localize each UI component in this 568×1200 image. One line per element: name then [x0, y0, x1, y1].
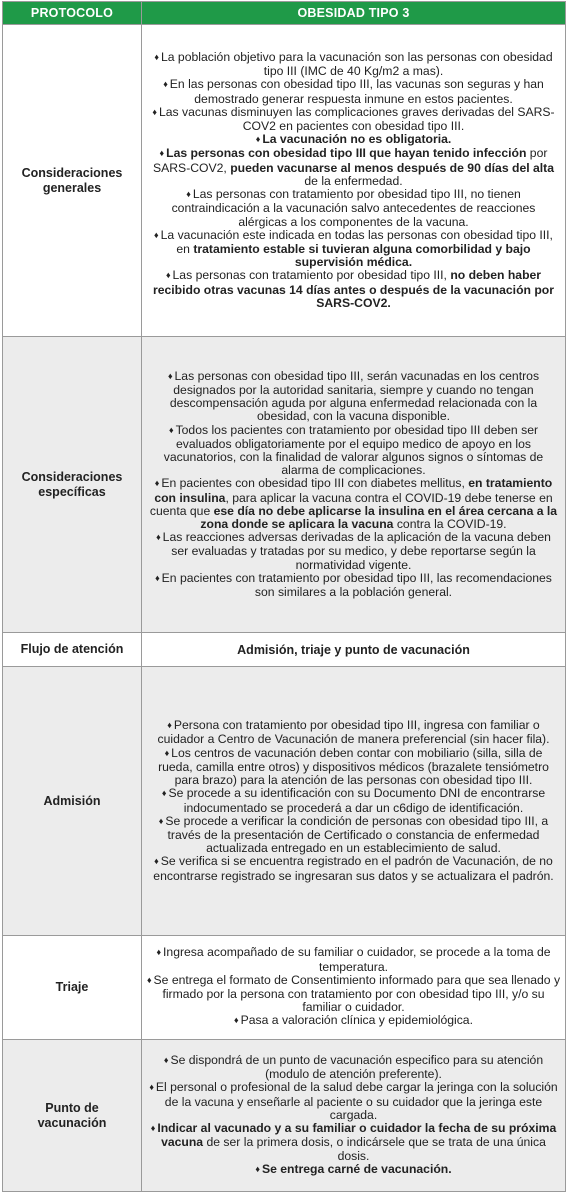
diamond-bullet-icon: ♦	[163, 1055, 169, 1066]
row-consideraciones-especificas	[3, 337, 566, 633]
bullet-paragraph	[146, 855, 561, 882]
bullet-paragraph	[146, 78, 561, 105]
text: Las vacunas disminuyen las complicaciones graves derivadas del SARS-COV2 en pacientes con obesidad tipo III.	[158, 104, 555, 134]
bullet-paragraph	[146, 147, 561, 188]
bold-text: pueden vacunarse al menos después de 90 días del alta	[230, 160, 554, 175]
diamond-bullet-icon: ♦	[234, 1015, 239, 1026]
bullet-paragraph	[146, 424, 561, 478]
bullet-paragraph	[146, 747, 561, 788]
diamond-bullet-icon: ♦	[164, 747, 170, 758]
text: Las personas con tratamiento por obesidad tipo III, no tienen contraindicación a la vacunación salvo antecedentes de reacciones alérgicas a los componentes de la vacuna.	[171, 187, 536, 229]
flujo-de-atencion-text: Admisión, triaje y punto de vacunación	[142, 633, 566, 667]
bullet-paragraph	[146, 531, 561, 572]
diamond-bullet-icon: ♦	[167, 370, 173, 381]
bullet-paragraph	[146, 370, 561, 424]
diamond-bullet-icon: ♦	[149, 1082, 154, 1093]
text: contra la COVID-19.	[393, 517, 507, 531]
bullet-paragraph	[146, 946, 561, 973]
text: Los centros de vacunación deben contar con mobiliario (silla, silla de rueda, camilla entre otros) y dispositivos médicos (brazalete tensiómetro para brazo) para la atención de las personas con obesidad tipo III.	[158, 745, 549, 788]
bullet-paragraph	[146, 188, 561, 229]
text: La población objetivo para la vacunación son las personas con obesidad tipo III (IMC de 40 Kg/m2 a mas).	[160, 50, 553, 79]
row-label	[3, 1040, 142, 1192]
text: Las reacciones adversas derivadas de la aplicación de la vacuna deben ser evaluadas y tratadas por su medico, y debe reportarse según la normatividad vigente.	[162, 530, 551, 572]
row-label-text: Triaje	[55, 980, 89, 994]
bold-text: ese día no debe aplicarse la insulina en el área cercana a la zona donde se aplicara la vacuna	[200, 503, 558, 531]
diamond-bullet-icon: ♦	[161, 788, 167, 799]
diamond-bullet-icon: ♦	[163, 79, 168, 90]
diamond-bullet-icon: ♦	[156, 947, 162, 958]
bullet-paragraph	[146, 269, 561, 310]
bullet-paragraph	[146, 719, 561, 746]
row-content	[142, 667, 566, 936]
row-label-text: Flujo de atención	[20, 642, 124, 656]
protocol-table	[2, 1, 566, 1192]
bold-text: Las personas con obesidad tipo III que hayan tenido infección	[166, 146, 527, 161]
bullet-paragraph	[146, 1014, 561, 1028]
row-label	[3, 633, 142, 667]
diamond-bullet-icon: ♦	[168, 424, 174, 435]
bullet-paragraph	[146, 815, 561, 856]
bold-text: no deben haber recibido otras vacunas 14 días antes o después de la vacunación por SARS-COV2.	[153, 268, 554, 310]
row-label-text: Admisión	[43, 793, 101, 808]
row-flujo-de-atencion	[3, 633, 566, 667]
row-label	[3, 936, 142, 1040]
row-label	[3, 337, 142, 633]
diamond-bullet-icon: ♦	[154, 856, 159, 867]
text: Todos los pacientes con tratamiento por obesidad tipo III deben ser evaluados obligatoriamente por el equipo medico de apoyo en los vacunatorios, con la finalidad de valorar algunos signos o síntomas de alarma de complicaciones.	[163, 422, 544, 478]
text: Las personas con tratamiento por obesidad tipo III,	[172, 268, 451, 283]
bullet-paragraph	[146, 477, 561, 531]
row-triaje	[3, 936, 566, 1040]
bullet-paragraph	[146, 1054, 561, 1081]
row-label-text: Punto de vacunación	[37, 1100, 107, 1130]
text: Pasa a valoración clínica y epidemiológica.	[240, 1013, 473, 1028]
diamond-bullet-icon: ♦	[156, 532, 161, 543]
bullet-paragraph	[146, 787, 561, 814]
row-label	[3, 667, 142, 936]
text: Se dispondrá de un punto de vacunación especifico para su atención (modulo de atención preferente).	[170, 1053, 544, 1082]
diamond-bullet-icon: ♦	[150, 1123, 156, 1134]
bullet-paragraph	[146, 106, 561, 133]
diamond-bullet-icon: ♦	[167, 720, 172, 731]
text: En pacientes con obesidad tipo III con diabetes mellitus,	[161, 476, 469, 491]
bold-text: La vacunación no es obligatoria.	[262, 132, 452, 147]
text: Las personas con obesidad tipo III, serán vacunadas en los centros designados por la autoridad sanitaria, siempre y cuando no tengan descompensación aguda por alguna enfermedad relacionada con la obesidad, con la vacuna disponible.	[169, 368, 540, 424]
diamond-bullet-icon: ♦	[146, 974, 152, 985]
diamond-bullet-icon: ♦	[154, 52, 159, 63]
text: La vacunación este indicada en todas las personas con obesidad tipo III, en	[160, 227, 553, 256]
diamond-bullet-icon: ♦	[159, 148, 165, 159]
text: Se procede a su identificación con su Documento DNI de encontrarse indocumentado se procederá a dar un c6digo de identificación.	[168, 786, 546, 815]
header-row	[3, 2, 566, 25]
row-content	[142, 1040, 566, 1192]
row-consideraciones-generales	[3, 25, 566, 337]
text: Ingresa acompañado de su familiar o cuidador, se procede a la toma de temperatura.	[163, 945, 551, 974]
row-label-text: Consideraciones generales	[21, 165, 123, 195]
diamond-bullet-icon: ♦	[255, 134, 261, 145]
diamond-bullet-icon: ♦	[152, 106, 157, 117]
bold-text: Se entrega carné de vacunación.	[261, 1161, 452, 1176]
text: Se verifica si se encuentra registrado en el padrón de Vacunación, de no encontrarse registrado se ingresaran sus datos y se actualizara el padrón.	[153, 854, 554, 883]
diamond-bullet-icon: ♦	[154, 478, 160, 489]
bullet-paragraph	[146, 974, 561, 1015]
text: El personal o profesional de la salud debe cargar la jeringa con la solución de la vacuna y enseñarle al paciente o su cuidador que la jeringa este cargada.	[155, 1080, 558, 1122]
diamond-bullet-icon: ♦	[186, 189, 191, 200]
diamond-bullet-icon: ♦	[255, 1163, 260, 1174]
bullet-paragraph	[146, 133, 561, 147]
row-content	[142, 936, 566, 1040]
diamond-bullet-icon: ♦	[165, 270, 171, 281]
bullet-paragraph	[146, 572, 561, 599]
diamond-bullet-icon: ♦	[155, 572, 160, 583]
row-content	[142, 337, 566, 633]
bullet-paragraph	[146, 229, 561, 270]
row-label	[3, 25, 142, 337]
text: En pacientes con tratamiento por obesidad tipo III, las recomendaciones son similares a la población general.	[161, 570, 552, 600]
text: por SARS-COV2,	[153, 146, 548, 175]
bullet-paragraph	[146, 1081, 561, 1122]
row-punto-de-vacunacion	[3, 1040, 566, 1192]
bold-text: en tratamiento con insulina	[154, 476, 553, 505]
diamond-bullet-icon: ♦	[158, 815, 164, 826]
bold-text: tratamiento estable si tuvieran alguna comorbilidad y bajo supervisión médica.	[193, 241, 531, 270]
header-obesidad-tipo-3: OBESIDAD TIPO 3	[142, 2, 566, 25]
row-content	[142, 25, 566, 337]
bullet-paragraph	[146, 51, 561, 78]
text: de ser la primera dosis, o indicársele que se trata de una única dosis.	[203, 1135, 546, 1163]
text: de la enfermedad.	[304, 173, 403, 188]
text: Persona con tratamiento por obesidad tipo III, ingresa con familiar o cuidador a Centro de Vacunación de manera preferencial (sin hacer fila).	[157, 718, 550, 747]
bold-text: Indicar al vacunado y a su familiar o cuidador la fecha de su próxima vacuna	[157, 1121, 557, 1150]
text: Se entrega el formato de Consentimiento informado para que sea llenado y firmado por la persona con tratamiento por con obesidad tipo III, y/o su familiar o cuidador.	[153, 972, 561, 1015]
text: Se procede a verificar la condición de personas con obesidad tipo III, a través de la presentación de Certificado o constancia de enfermedad actualizada entregado en un establecimiento de salud.	[165, 813, 549, 856]
row-label-text: Consideraciones específicas	[21, 469, 123, 499]
bullet-paragraph	[146, 1122, 561, 1163]
bullet-paragraph	[146, 1163, 561, 1177]
text: , para aplicar la vacuna contra el COVID-19 debe tenerse en cuenta que	[149, 490, 553, 518]
row-admision	[3, 667, 566, 936]
header-protocolo: PROTOCOLO	[3, 2, 142, 25]
diamond-bullet-icon: ♦	[154, 229, 159, 240]
text: En las personas con obesidad tipo III, las vacunas son seguras y han demostrado generar respuesta inmune en estos pacientes.	[169, 77, 544, 106]
